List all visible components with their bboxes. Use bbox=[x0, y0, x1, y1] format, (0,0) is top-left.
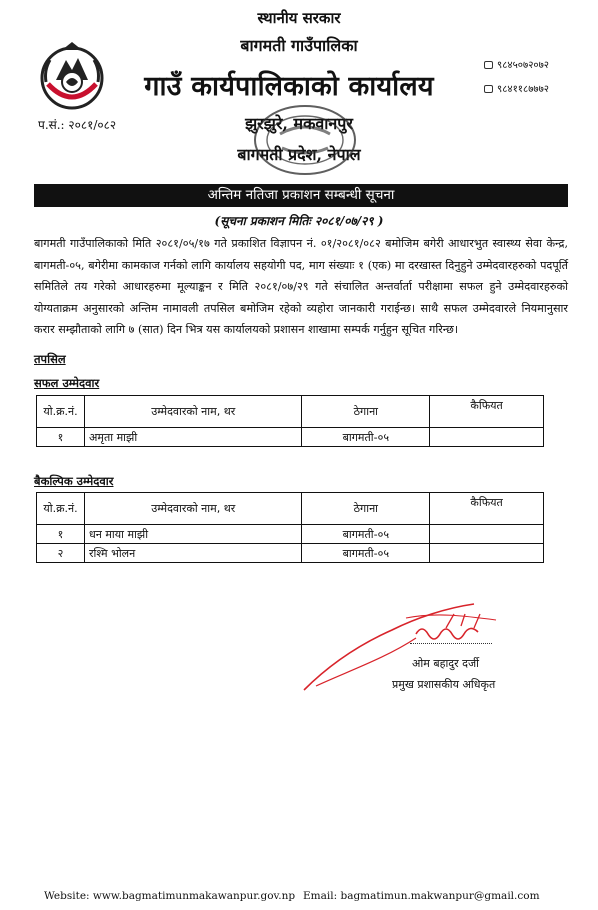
col-sn: यो.क्र.नं. bbox=[37, 493, 85, 525]
table-row bbox=[37, 428, 544, 447]
table-header-row bbox=[37, 396, 544, 428]
publication-date: (सूचना प्रकाशन मितिः २०८१/०७/२९ ) bbox=[214, 214, 384, 228]
col-address: ठेगाना bbox=[302, 396, 430, 428]
office-stamp bbox=[250, 100, 360, 180]
notice-title-bar: अन्तिम नतिजा प्रकाशन सम्बन्धी सूचना bbox=[34, 184, 568, 207]
cell-name: रश्मि भोलन bbox=[84, 544, 301, 563]
col-remarks: कैफियत bbox=[430, 493, 544, 525]
col-name: उम्मेदवारको नाम, थर bbox=[84, 396, 301, 428]
alternate-candidates-table bbox=[36, 492, 544, 563]
cell-address: बागमती-०५ bbox=[302, 525, 430, 544]
address-line-2: बागमती प्रदेश, नेपाल bbox=[237, 145, 361, 164]
phone-icon bbox=[484, 61, 493, 69]
office-title: गाउँ कार्यपालिकाको कार्यालय bbox=[144, 71, 434, 102]
footer-email[interactable]: Email: bagmatimun.makwanpur@gmail.com bbox=[303, 890, 540, 902]
footer-website[interactable]: Website: www.bagmatimunmakawanpur.gov.np bbox=[44, 890, 296, 902]
col-address: ठेगाना bbox=[302, 493, 430, 525]
col-name: उम्मेदवारको नाम, थर bbox=[84, 493, 301, 525]
table-row bbox=[37, 525, 544, 544]
details-label: तपसिल bbox=[34, 352, 66, 366]
cell-remarks bbox=[430, 428, 544, 447]
cell-name: अमृता माझी bbox=[84, 428, 301, 447]
cell-sn: २ bbox=[37, 544, 85, 563]
col-remarks: कैफियत bbox=[430, 396, 544, 428]
successful-candidates-heading: सफल उम्मेदवार bbox=[34, 376, 100, 390]
cell-address: बागमती-०५ bbox=[302, 428, 430, 447]
col-sn: यो.क्र.नं. bbox=[37, 396, 85, 428]
cell-sn: १ bbox=[37, 428, 85, 447]
local-government-heading: स्थानीय सरकार bbox=[257, 9, 341, 27]
cell-name: धन माया माझी bbox=[84, 525, 301, 544]
address-line-1: झुरझुरे, मकवानपुर bbox=[245, 114, 353, 133]
cell-remarks bbox=[430, 544, 544, 563]
municipality-name: बागमती गाउँपालिका bbox=[240, 36, 358, 55]
signatory-name: ओम बहादुर दर्जी bbox=[412, 657, 479, 670]
cell-sn: १ bbox=[37, 525, 85, 544]
successful-candidates-table bbox=[36, 395, 544, 447]
cell-remarks bbox=[430, 525, 544, 544]
cell-address: बागमती-०५ bbox=[302, 544, 430, 563]
notice-body: बागमती गाउँपालिकाको मिति २०८१/०५/१७ गते प्रकाशित विज्ञापन नं. ०१/२०८१/०८२ बमोजिम बगेरी आधारभुत स्वास्थ्य सेवा केन्द्र, बागमती-०५, बगेरीमा कामकाज गर्नको लागि कार्यालय सहयोगी पद, माग संख्याः १ (एक) मा दरखास्त दिनुहुने उम्मेदवारहरुको पदपूर्ति समितिले तय गरेको आधारहरुमा मूल्याङ्कन र मिति २०८१/०७/२९ गते संचालित अन्तर्वार्ता परीक्षामा सफल हुने उम्मेदवारहरुको योग्यताक्रम अनुसारको अन्तिम नामावली तपसिल बमोजिम रहेको व्यहोरा जानकारी गराईन्छ। साथै सफल उम्मेदवारले नियमानुसार करार सम्झौताको लागि ७ (सात) दिन भित्र यस कार्यालयको प्रशासन शाखामा सम्पर्क गर्नुहुन सूचित गरिन्छ। bbox=[34, 237, 568, 336]
signatory-title: प्रमुख प्रशासकीय अधिकृत bbox=[392, 678, 496, 691]
phone-number-2: ९८४११८७७७२ bbox=[484, 81, 549, 95]
phone-number-1: ९८४५०७२०७२ bbox=[484, 57, 549, 71]
table-header-row bbox=[37, 493, 544, 525]
alternate-candidates-heading: बैकल्पिक उम्मेदवार bbox=[34, 474, 114, 488]
phone-icon bbox=[484, 85, 493, 93]
signature-line bbox=[410, 643, 492, 644]
table-row bbox=[37, 544, 544, 563]
reference-number: प.सं.: २०८१/०८२ bbox=[38, 118, 117, 132]
